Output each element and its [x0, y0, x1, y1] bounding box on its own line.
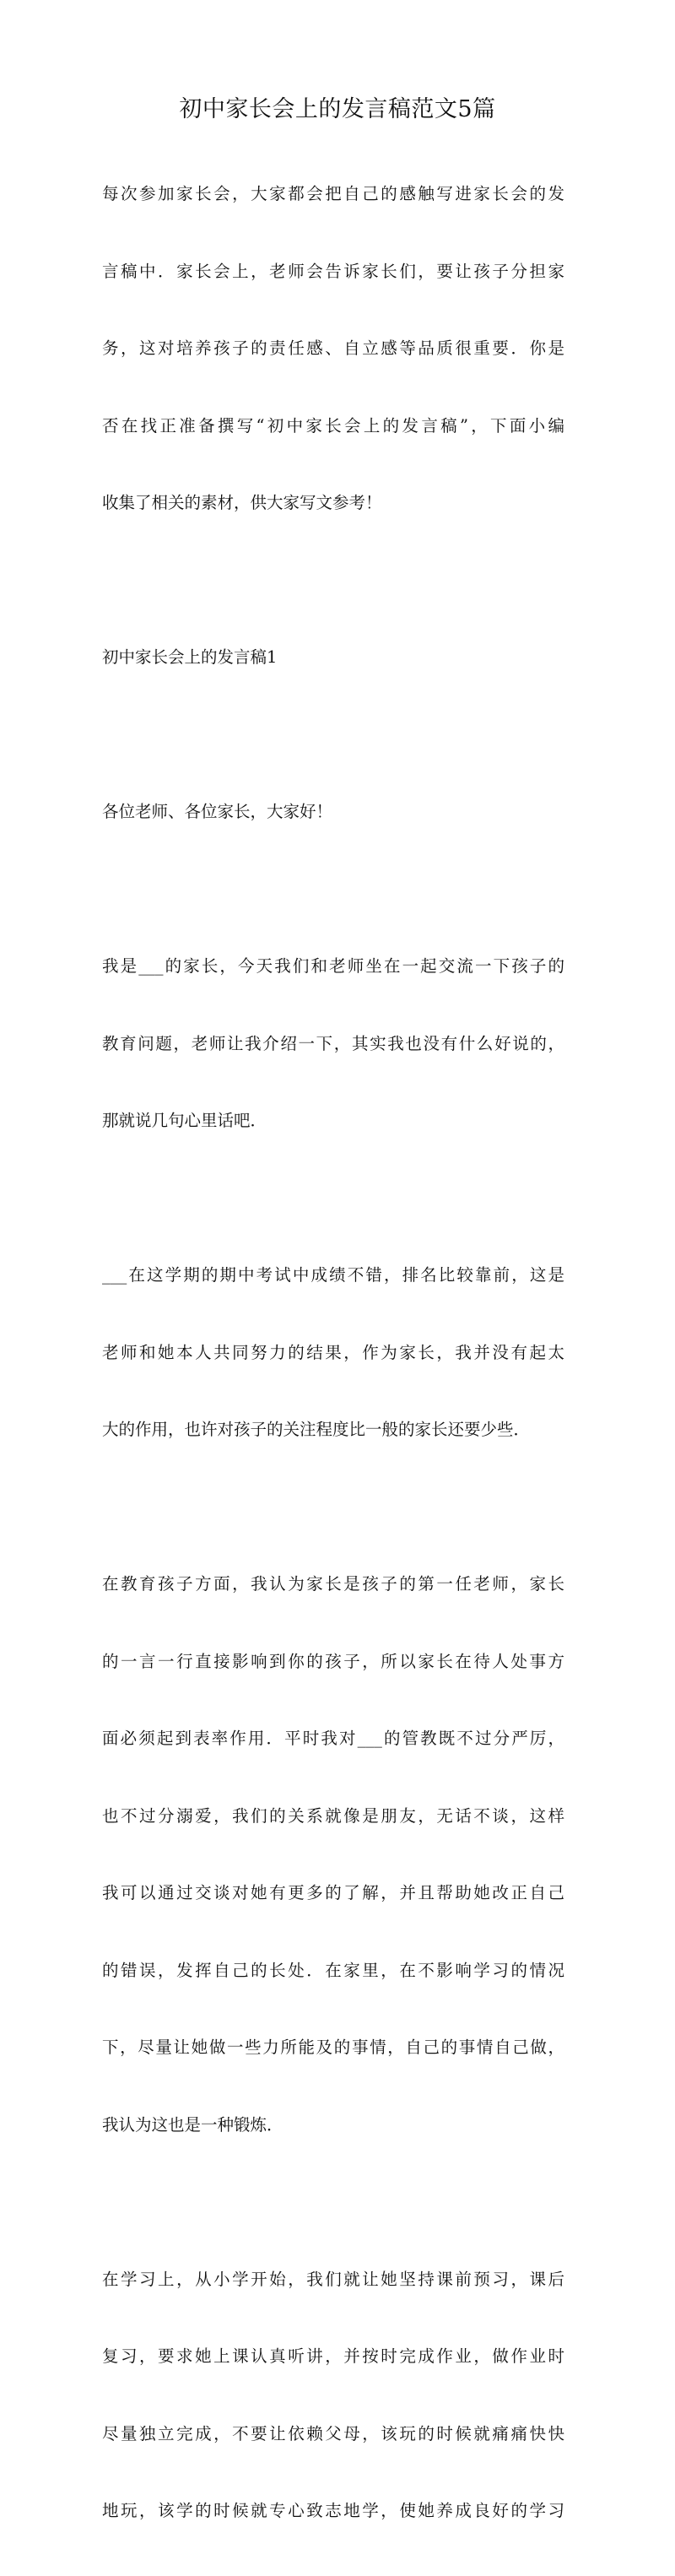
text-line: 地玩，该学的时候就专心致志地学，使她养成良好的学习: [102, 2501, 564, 2520]
text-line: 我是___的家长，今天我们和老师坐在一起交流一下孩子的: [102, 956, 564, 976]
text-line: 各位老师、各位家长，大家好！: [102, 802, 333, 821]
text-line: 也不过分溺爱，我们的关系就像是朋友，无话不谈，这样: [102, 1805, 564, 1826]
body-paragraph: [102, 2216, 564, 2576]
text-line: 初中家长会上的发言稿1: [102, 647, 278, 667]
document-title: 初中家长会上的发言稿范文5篇: [179, 96, 496, 122]
text-line: 那就说几句心里话吧．: [102, 1111, 267, 1130]
body-paragraph: [102, 1211, 564, 1495]
text-line: 否在找正准备撰写“初中家长会上的发言稿”，下面小编: [102, 415, 564, 436]
text-line: 收集了相关的素材，供大家写文参考！: [102, 493, 382, 512]
text-line: 尽量独立完成，不要让依赖父母，该玩的时候就痛痛快快: [102, 2423, 564, 2443]
body-paragraph: [102, 902, 564, 1186]
document-body: [102, 130, 564, 2576]
text-line: 在学习上，从小学开始，我们就让她坚持课前预习，课后: [102, 2269, 564, 2289]
text-line: 教育问题，老师让我介绍一下，其实我也没有什么好说的，: [102, 1033, 564, 1053]
text-line: ___在这学期的期中考试中成绩不错，排名比较靠前，这是: [102, 1265, 564, 1285]
body-paragraph: [102, 1520, 564, 2189]
text-line: 面必须起到表率作用．平时我对___的管教既不过分严厉，: [102, 1729, 564, 1748]
section-heading: [102, 593, 564, 722]
text-line: 老师和她本人共同努力的结果，作为家长，我并没有起太: [102, 1342, 564, 1362]
text-line: 言稿中．家长会上，老师会告诉家长们，要让孩子分担家: [102, 261, 564, 281]
text-line: 的一言一行直接影响到你的孩子，所以家长在待人处事方: [102, 1651, 564, 1671]
text-line: 大的作用，也许对孩子的关注程度比一般的家长还要少些．: [102, 1420, 531, 1439]
text-line: 复习，要求她上课认真听讲，并按时完成作业，做作业时: [102, 2346, 564, 2366]
text-line: 我认为这也是一种锻炼．: [102, 2114, 284, 2135]
intro-paragraph: [102, 130, 564, 568]
text-line: 下，尽量让她做一些力所能及的事情，自己的事情自己做，: [102, 2038, 564, 2057]
text-line: 每次参加家长会，大家都会把自己的感触写进家长会的发: [102, 184, 564, 203]
text-line: 的错误，发挥自己的长处．在家里，在不影响学习的情况: [102, 1960, 564, 1980]
greeting-paragraph: [102, 748, 564, 877]
text-line: 务，这对培养孩子的责任感、自立感等品质很重要．你是: [102, 338, 564, 358]
text-line: 在教育孩子方面，我认为家长是孩子的第一任老师，家长: [102, 1574, 564, 1594]
text-line: 我可以通过交谈对她有更多的了解，并且帮助她改正自己: [102, 1883, 564, 1902]
